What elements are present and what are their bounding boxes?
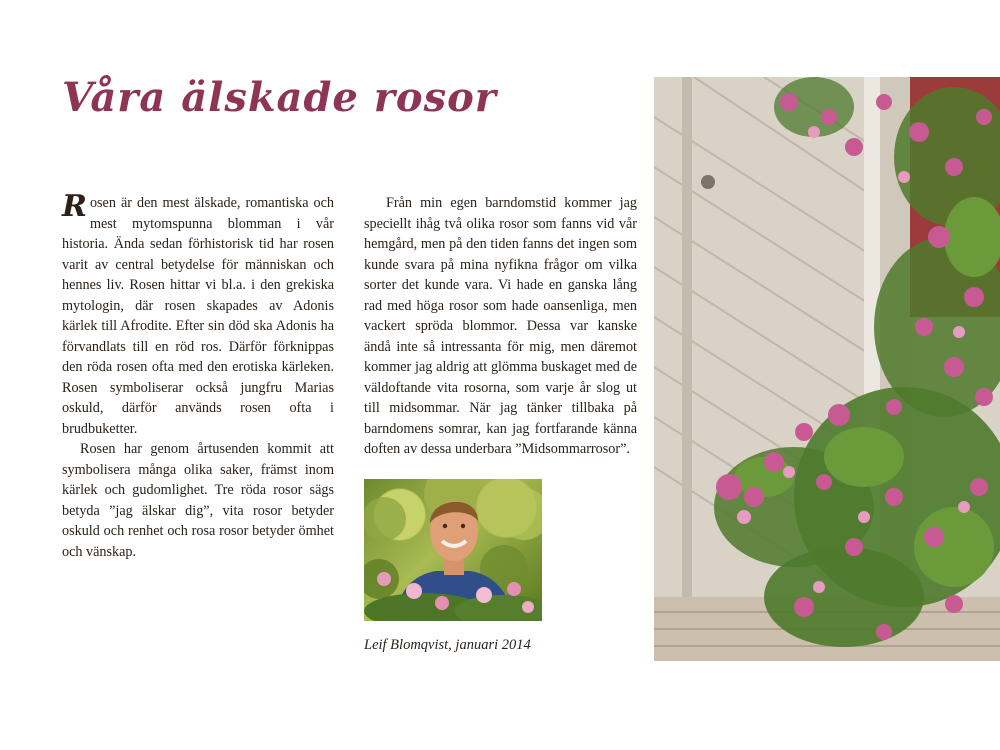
author-portrait-photo — [364, 479, 542, 621]
text-column-middle — [364, 193, 637, 460]
rose-bush-illustration — [654, 77, 1000, 661]
paragraph-text: osen är den mest älskade, romantiska och mest mytomspunna blomman i vår historia. Ända sedan förhistorisk tid har rosen varit av central betydelse för människan och hennes liv. Rosen hittar vi bl.a. i den grekiska mytologin, där rosen skapades av Adonis kärlek till Afrodite. Efter sin död ska Adonis ha förvandlats till en röd ros. Därför förknippas den röda rosen ofta med den erotiska kärleken. Rosen symboliserar också jungfru Marias oskuld, därför används rosen ofta i brudbuketter. — [62, 195, 334, 437]
rose-bush-photo — [654, 77, 1000, 661]
paragraph: Från min egen barndomstid kommer jag speciellt ihåg två olika rosor som fanns vid vår hemgård, men på den tiden fanns det ingen som kunde svara på mina nyfikna frågor om vilka sorter det kunde vara. Vi hade en ganska lång rad med höga rosor som hade oansenliga, men vackert spröda blommor. Dessa var kanske ändå inte så intressanta för mig, men däremot kommer jag aldrig att glömma buskaget med de väldoftande vita rosorna, som varje år slog ut till midsommar. När jag tänker tillbaka på barndomens somrar, kan jag fortfarande känna doften av dessa underbara ”Midsommarrosor”. — [364, 195, 637, 457]
drop-cap: R — [62, 189, 87, 224]
text-column-left — [62, 189, 334, 562]
page-title: Våra älskade rosor — [62, 74, 497, 121]
portrait-illustration — [364, 479, 542, 621]
paragraph: Rosen har genom årtusenden kommit att symbolisera många olika saker, främst inom kärlek och gudomlighet. Tre röda rosor sägs betyda ”jag älskar dig”, vita rosor betyder oskuld och renhet och rosa rosor betyder ömhet och vänskap. — [62, 441, 334, 560]
paragraph — [62, 189, 334, 439]
photo-caption: Leif Blomqvist, januari 2014 — [364, 637, 531, 653]
